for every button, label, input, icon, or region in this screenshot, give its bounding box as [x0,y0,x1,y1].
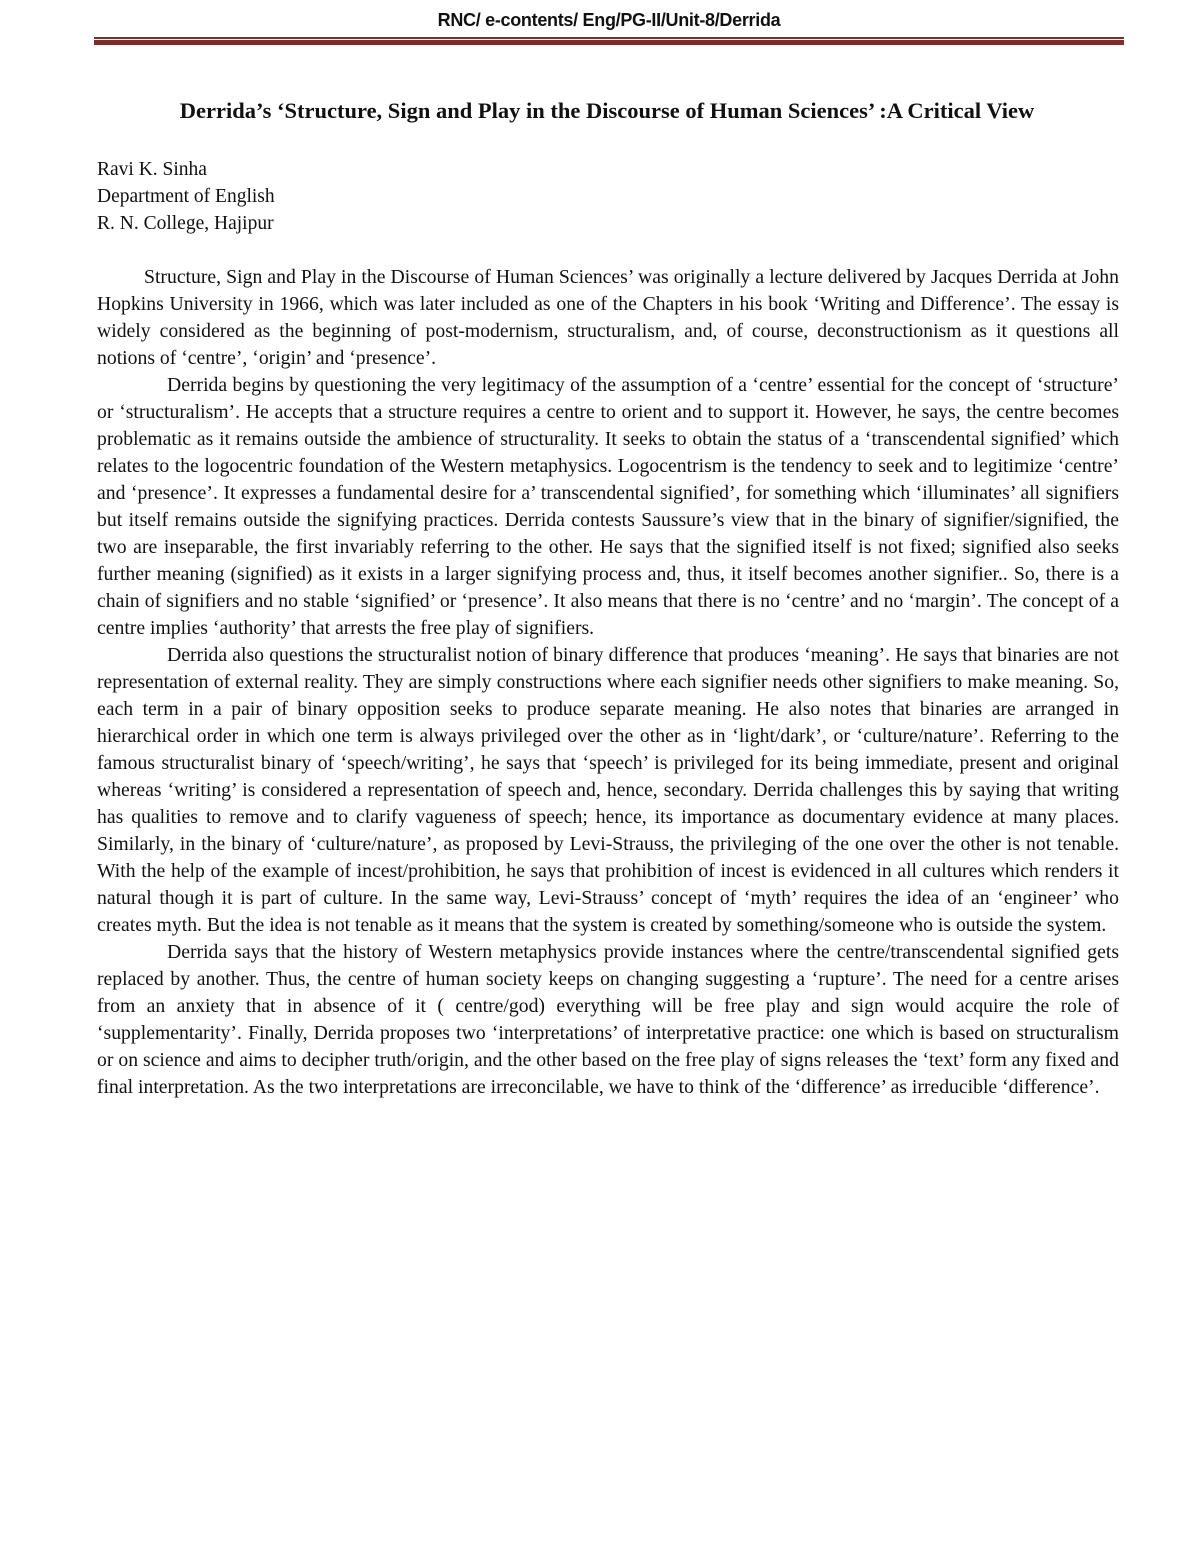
author-name: Ravi K. Sinha [97,159,207,180]
paragraph-2: Derrida begins by questioning the very legitimacy of the assumption of a ‘centre’ essential for the concept of ‘structure’ or ‘structuralism’. He accepts that a structure requires a centre to orient and to support it. However, he says, the centre becomes problematic as it remains outside the ambience of structurality. It seeks to obtain the status of a ‘transcendental signified’ which relates to the logocentric foundation of the Western metaphysics. Logocentrism is the tendency to seek and to legitimize ‘centre’ and ‘presence’. It expresses a fundamental desire for a’ transcendental signified’, for something which ‘illuminates’ all signifiers but itself remains outside the signifying practices. Derrida contests Saussure’s view that in the binary of signifier/signified, the two are inseparable, the first invariably referring to the other. He says that the signified itself is not fixed; signified also seeks further meaning (signified) as it exists in a larger signifying process and, thus, it itself becomes another signifier.. So, there is a chain of signifiers and no stable ‘signified’ or ‘presence’. It also means that there is no ‘centre’ and no ‘margin’. The concept of a centre implies ‘authority’ that arrests the free play of signifiers. [97,374,1119,639]
running-header: RNC/ e-contents/ Eng/PG-II/Unit-8/Derrida [437,10,781,30]
author-institution: R. N. College, Hajipur [97,213,274,234]
paragraph-1: Structure, Sign and Play in the Discourse of Human Sciences’ was originally a lecture delivered by Jacques Derrida at John Hopkins University in 1966, which was later included as one of the Chapters in his book ‘Writing and Difference’. The essay is widely considered as the beginning of post-modernism, structuralism, and, of course, deconstructionism as it questions all notions of ‘centre’, ‘origin’ and ‘presence’. [97,266,1119,369]
document-title: Derrida’s ‘Structure, Sign and Play in the Discourse of Human Sciences’ :A Critical View [179,98,1035,123]
body-text [97,264,1119,1101]
header-rule-thick [94,40,1124,45]
header-rule-thin [94,37,1124,39]
paragraph-4: Derrida says that the history of Western metaphysics provide instances where the centre/transcendental signified gets replaced by another. Thus, the centre of human society keeps on changing suggesting a ‘rupture’. The need for a centre arises from an anxiety that in absence of it ( centre/god) everything will be free play and sign would acquire the role of ‘supplementarity’. Finally, Derrida proposes two ‘interpretations’ of interpretative practice: one which is based on structuralism or on science and aims to decipher truth/origin, and the other based on the free play of signs releases the ‘text’ form any fixed and final interpretation. As the two interpretations are irreconcilable, we have to think of the ‘difference’ as irreducible ‘difference’. [97,941,1119,1098]
paragraph-3: Derrida also questions the structuralist notion of binary difference that produces ‘meaning’. He says that binaries are not representation of external reality. They are simply constructions where each signifier needs other signifiers to make meaning. So, each term in a pair of binary opposition seeks to produce separate meaning. He also notes that binaries are arranged in hierarchical order in which one term is always privileged over the other as in ‘light/dark’, or ‘culture/nature’. Referring to the famous structuralist binary of ‘speech/writing’, he says that ‘speech’ is privileged for its being immediate, present and original whereas ‘writing’ is considered a representation of speech and, hence, secondary. Derrida challenges this by saying that writing has qualities to remove and to clarify vagueness of speech; hence, its importance as documentary evidence at many places. Similarly, in the binary of ‘culture/nature’, as proposed by Levi-Strauss, the privileging of the one over the other is not tenable. With the help of the example of incest/prohibition, he says that prohibition of incest is evidenced in all cultures which renders it natural though it is part of culture. In the same way, Levi-Strauss’ concept of ‘myth’ requires the idea of an ‘engineer’ who creates myth. But the idea is not tenable as it means that the system is created by something/someone who is outside the system. [97,644,1119,936]
author-block [97,156,697,237]
author-department: Department of English [97,186,275,207]
